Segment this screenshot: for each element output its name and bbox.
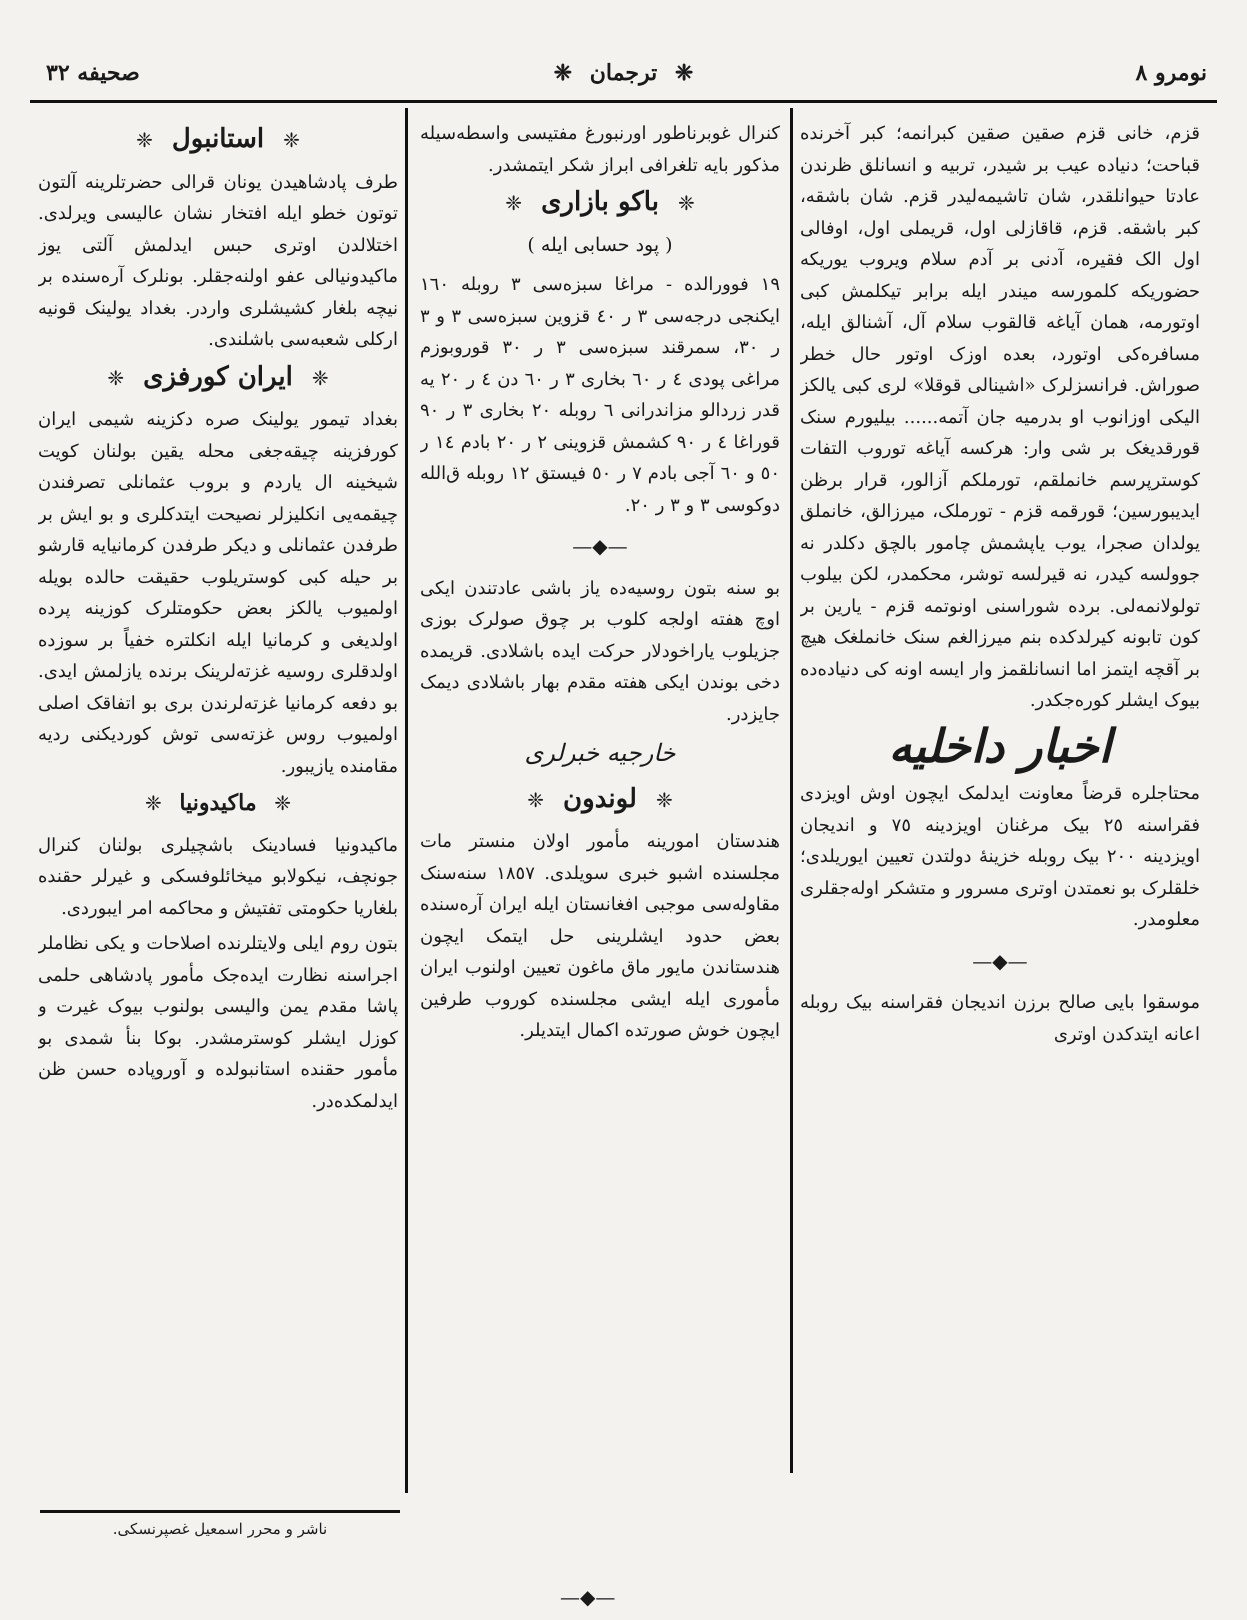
newspaper-title: ترجمان: [589, 60, 658, 86]
article-text: قزم، خانی قزم صقین صقین کبرانمه؛ کبر آخرنده قباحت؛ دنیاده عیب بر شیدر، تربیه و انسانلق ظرندن عادتا حیوانلقدر، شان تاشیمه‌لیدر قزم. شان باشقه، کبر باشقه. قزم، قاقازلی اول، قریملی اول، اوفالی اول الک فقیره، آدنی بر آدم سلام ویروب یوریکه حضوریکه کلمورسه میندر ایله برابر تیکلمش کبی اوتورمه، همان آیاغه قالقوب سلام آل، آشنالق ایله، مسافره‌کی اوتورد، بعده اوزک اوتور حال خطر صوراش. فرانسزلرک «اشینالی قوقلا» لری کبی یالکز الیکی اوزانوب او بدرمیه جان آتمه...... بیلیورم سنک قورقدیغک بر شی وار: هرکسه آیاغه توروب التفات کوسترپرسم خانملقم، تورملکم آزالور، قرار برظن ایدیبورسین؛ قورقمه قزم - تورملک، میرزالق، خانملق یولدان صجرا، یوب یاپشمش چامور بالچق دکلدر نه جوولسه کیدر، نه قیرلسه توشر، محکمدر، لکن بیلوب تولولانمه‌لی. برده شوراسنی اونوتمه قزم - یارین بر کون تابونه کیرلدکده بنم میرزالغم سنک خانملغک هیچ بر آقچه ایتمز اما انسانلقمز وار ایسه اونه کی دنیاده‌ده بیوک ایشلر کوره‌جکدر.: [800, 123, 1200, 711]
ornament-icon: ❈: [527, 787, 544, 812]
section-heading: [38, 788, 398, 820]
divider-ornament: —◆—: [572, 534, 628, 558]
article-text: موسقوا بایی صالح برزن اندیجان فقراسنه بیک روبله اعانه ایتدکدن اوتری: [800, 992, 1200, 1045]
section-title: استانبول: [171, 124, 265, 154]
end-ornament: —◆—: [560, 1585, 616, 1609]
header-rule: [30, 100, 1217, 103]
footer-rule: [40, 1510, 400, 1513]
column-divider: [405, 108, 408, 1493]
article-text: بو سنه بتون روسیه‌ده یاز باشی عادتندن ایکی اوچ هفته اولجه کلوب بر چوق صولرک بوزی جزیلوب یاراخودلار حرکت ایده باشلادی. قریمده دخی بوندن ایکی هفته مقدم بهار باشلادی دیمک جایزدر.: [420, 577, 780, 725]
page-number: صحيفه ٣٢: [46, 60, 140, 86]
article-text: هندستان امورینه مأمور اولان منستر مات مجلسنده اشبو خبری سویلدی. ١٨٥٧ سنه‌سنک مقاوله‌سی موجبی افغانستان ایله ایران آره‌سنده بعض حدود ایشلرینی حل ایتمک ایچون هندستاندن مایور ماق ماغون تعیین اولنوب ایران مأموری ایله ایشی مجلسنده کوروب طرفین ایچون خوش صورتده اکمال ایتدیلر.: [420, 831, 780, 1041]
issue-number: نومرو ٨: [1135, 60, 1207, 86]
divider-ornament: —◆—: [972, 948, 1028, 973]
section-heading: [420, 784, 780, 817]
ornament-icon: ❈: [656, 787, 673, 812]
ornament-icon: ❈: [678, 191, 695, 215]
section-title: لوندون: [563, 783, 637, 814]
section-subtitle: ( پود حسابی ایله ): [527, 233, 673, 256]
article-text: ١٩ فوورالده - مراغا سبزه‌سی ٣ روبله ١٦٠ ایکنجی درجه‌سی ٣ ر ٤٠ قزوین سبزه‌سی ٣ و ٣ ر ٣٠، سمرقند سبزه‌سی ٣ ر ٣٠ قوروبوزم مراغی پودی ٤ ر ٦٠ بخاری ٣ ر ٦٠ دن ٤ ر ٢٠ یه قدر زردالو مزاندرانی ٦ روبله ٢٠ بخاری ٣ ر ٩٠ قوراغا ٤ ر ٩٠ کشمش قزوینی ٢ ر ٢٠ بادم ١٤ ر ٥٠ و ٦٠ آجی بادم ٧ ر ٥٠ فیستق ١٢ روبله ق‌الله دوکوسی ٣ و ٣ ر ٢٠.: [420, 274, 780, 516]
article-text: بغداد تیمور یولینک صره دکزینه شیمی ایران کورفزینه چیقه‌جغی محله یقین بولنان کویت شیخینه ال یاردم و بروب عثمانلی تصرفندن چیقمه‌یی انکلیزلر نصیحت ایتدکلری و بو ایش بر طرفدن عثمانلی و دیکر طرفدن کرمانیایه قارشو بر حیله کبی کوستریلوب حقیقت حالده بویله اولمیوب یالکز بعض حکومتلرک کوزینه پرده اولدیغی و کرمانیا ایله انکلتره خفیاً بر سوزده اولدقلری روسیه غزته‌لرینک برنده یازلمش ایدی. بو دفعه کرمانیا غزته‌لرندن بری بو اتفاقک اصلی اولمیوب روس غزته‌سی توش کوردیکنی ردیه مقامنده یازیبور.: [38, 409, 398, 777]
ornament-icon: ❈: [311, 365, 329, 390]
page-header: [0, 52, 1247, 100]
ornament-icon: ❈: [107, 365, 125, 390]
ornament-icon: ❈: [553, 60, 573, 86]
masthead-title-row: [0, 60, 1247, 86]
article-text: محتاجلره قرضاً معاونت ایدلمک ایچون اوش اویزدی فقراسنه ٢٥ بیک مرغنان اویزدینه ٧٥ و اندیجان اویزدینه ٢٠٠ بیک روبله خزینهٔ دولتدن تعیین ایوریلدی؛ خلقلرک بو نعمتدن اوتری مسرور و متشکر اوله‌جقلری معلومدر.: [800, 783, 1200, 930]
column-middle: [420, 118, 780, 1518]
column-divider: [790, 108, 793, 1473]
ornament-icon: ❈: [274, 791, 292, 815]
publisher-line: ناشر و محرر اسمعیل غصپرنسکی.: [112, 1520, 328, 1538]
column-left: [38, 118, 398, 1508]
column-right: [800, 118, 1200, 1493]
section-masthead: اخبار داخلیه: [888, 718, 1112, 773]
ornament-icon: ❈: [144, 791, 162, 815]
ornament-icon: ❈: [283, 128, 300, 152]
section-title: باکو بازاری: [541, 187, 659, 217]
article-text: کنرال غوبرناطور اورنبورغ مفتیسی واسطه‌سیله مذکور بایه تلغرافی ابراز شکر ایتمشدر.: [420, 123, 780, 176]
ornament-icon: ❈: [674, 60, 694, 86]
section-title: ایران کورفزی: [143, 361, 293, 392]
section-title: ماکیدونیا: [179, 790, 257, 816]
ornament-icon: ❈: [505, 191, 522, 215]
article-text: بتون روم ایلی ولایتلرنده اصلاحات و یکی نظاملر اجراسنه نظارت ایده‌جک مأمور پادشاهی حلمی پاشا مقدم یمن والیسی بولنوب بیوک غیرت و کوزل ایشلر کوسترمشدر. بوکا بنأ شمدی بو مأمور حقنده استانبولده و آوروپاده حسن ظن ایدلمکده‌در.: [38, 933, 398, 1112]
section-heading: [38, 124, 398, 157]
article-text: ماکیدونیا فسادینک باشچیلری بولنان کنرال جونچف، نیکولابو میخائلوفسکی و غیرلر حقنده بلغاریا حکومتی تفتیش و محاکمه امر ایبوردی.: [38, 834, 398, 919]
article-text: طرف پادشاهیدن یونان قرالی حضرتلرینه آلتون توتون خطو ایله افتخار نشان عالیسی ویرلدی. اختلالدن اوتری حبس ایدلمش آلتی یوز ماکیدونیالی عفو اولنه‌جقلر. بونلرک آره‌سنده بر نیچه بلغار کشیشلری واردر. بغداد یولینک قونیه ارکلی شعبه‌سی باشلندی.: [38, 171, 398, 350]
section-script-heading: خارجیه خبرلری: [524, 739, 676, 767]
section-heading: [420, 187, 780, 220]
ornament-icon: ❈: [136, 128, 153, 152]
section-heading: [38, 362, 398, 395]
